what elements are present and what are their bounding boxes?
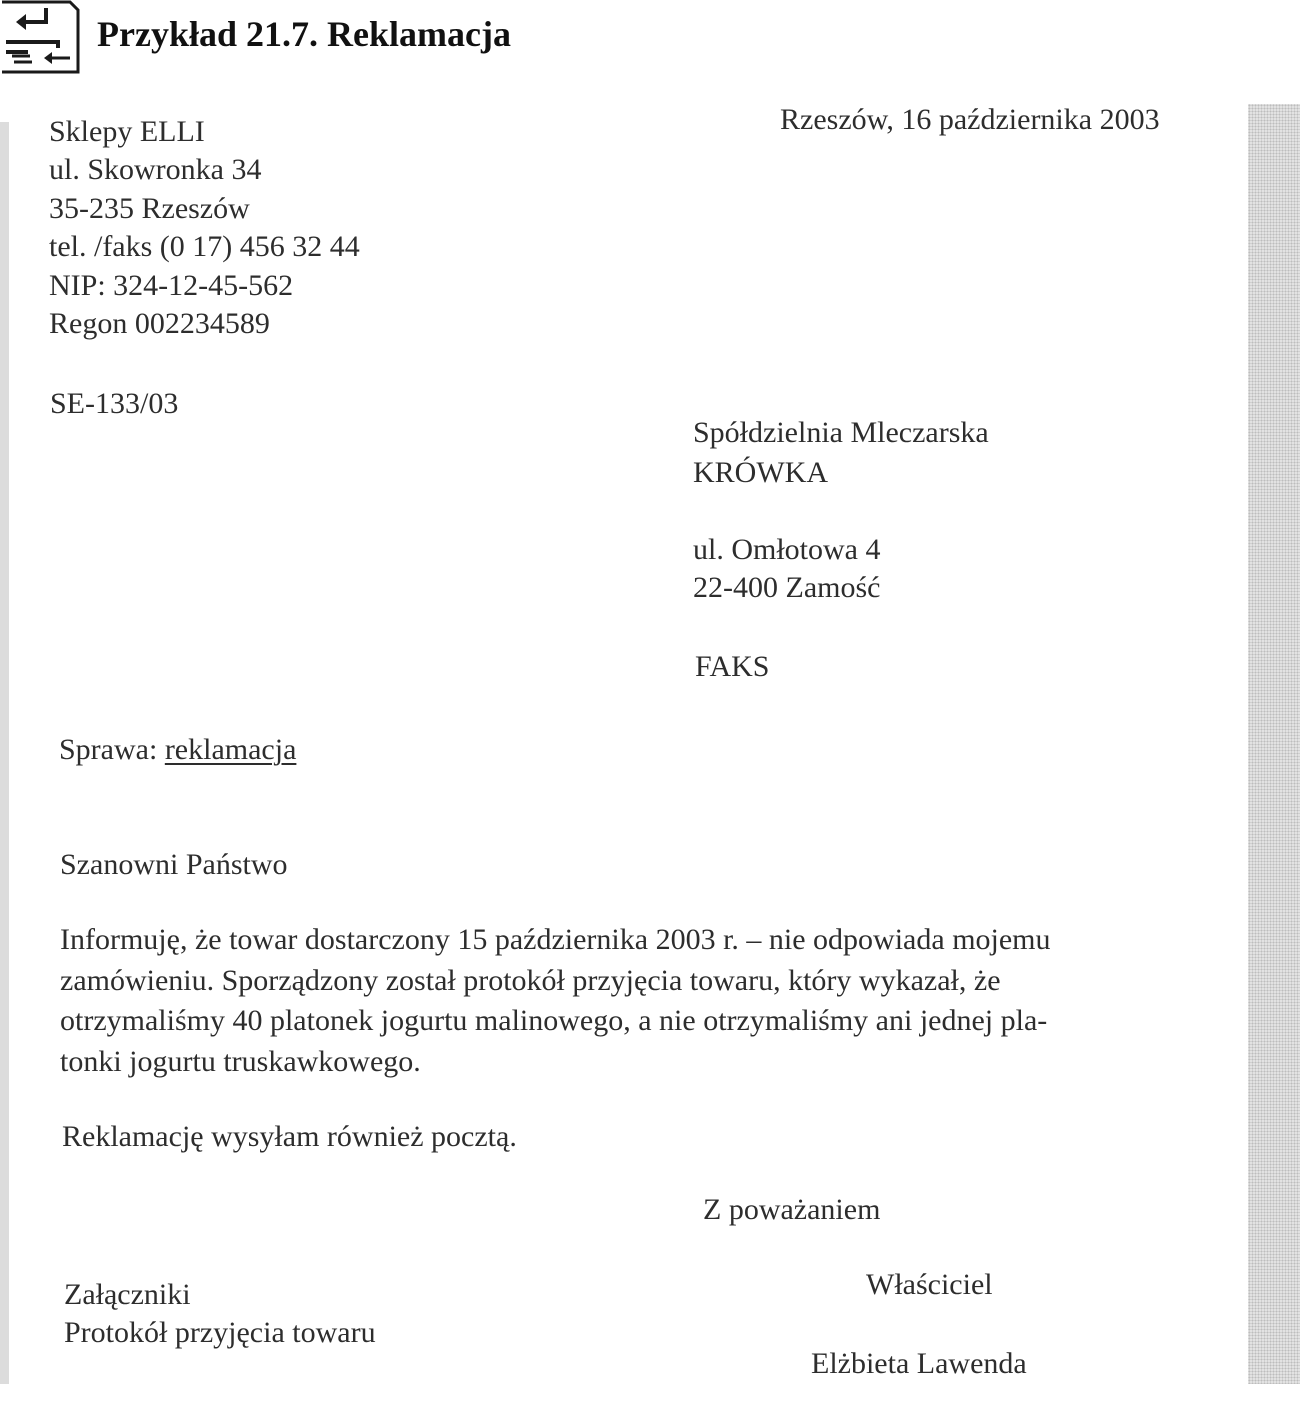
recipient-street: ul. Omłotowa 4: [693, 533, 881, 566]
signer-role: Właściciel: [866, 1268, 993, 1301]
subject-value: reklamacja: [164, 733, 297, 766]
left-margin-strip: [0, 122, 9, 1384]
attachments-heading: Załączniki: [64, 1278, 191, 1311]
sender-name: Sklepy ELLI: [49, 115, 205, 148]
body-paragraph: [60, 920, 1051, 1082]
recipient-address-block: [693, 531, 881, 608]
sender-city: 35-235 Rzeszów: [49, 191, 250, 225]
sender-phone: tel. /faks (0 17) 456 32 44: [49, 230, 360, 264]
subject-line: [59, 731, 296, 769]
place-date: Rzeszów, 16 października 2003: [780, 103, 1160, 136]
recipient-city: 22-400 Zamość: [693, 571, 881, 605]
sender-nip: NIP: 324-12-45-562: [49, 268, 294, 302]
sender-regon: Regon 002234589: [49, 307, 270, 341]
reference-number: SE-133/03: [50, 387, 179, 420]
closing: Z poważaniem: [703, 1193, 881, 1226]
sender-address-block: [49, 113, 360, 343]
attachment-item: Protokół przyjęcia towaru: [64, 1316, 376, 1349]
body-line: tonki jogurtu truskawkowego.: [60, 1044, 421, 1078]
recipient-name-line1: Spółdzielnia Mleczarska: [693, 416, 989, 449]
recipient-name-block: [693, 413, 989, 493]
recipient-name-line2: KRÓWKA: [693, 456, 828, 489]
attachments-block: [64, 1276, 376, 1352]
document-return-icon: [0, 0, 80, 74]
body-line: otrzymaliśmy 40 platonek jogurtu malinowego, a nie otrzymaliśmy ani jednej pla-: [60, 1004, 1048, 1037]
subject-label: Sprawa:: [59, 733, 165, 766]
signer-name: Elżbieta Lawenda: [811, 1347, 1027, 1380]
body-note: Reklamację wysyłam również pocztą.: [62, 1120, 517, 1153]
delivery-mode: FAKS: [695, 650, 770, 683]
body-line: zamówieniu. Sporządzony został protokół przyjęcia towaru, który wykazał, że: [60, 963, 1001, 997]
example-title: Przykład 21.7. Reklamacja: [97, 14, 511, 54]
body-line: Informuję, że towar dostarczony 15 października 2003 r. – nie odpowiada mojemu: [60, 923, 1051, 956]
sender-street: ul. Skowronka 34: [49, 153, 262, 187]
salutation: Szanowni Państwo: [60, 848, 288, 881]
right-margin-strip: [1248, 104, 1300, 1384]
